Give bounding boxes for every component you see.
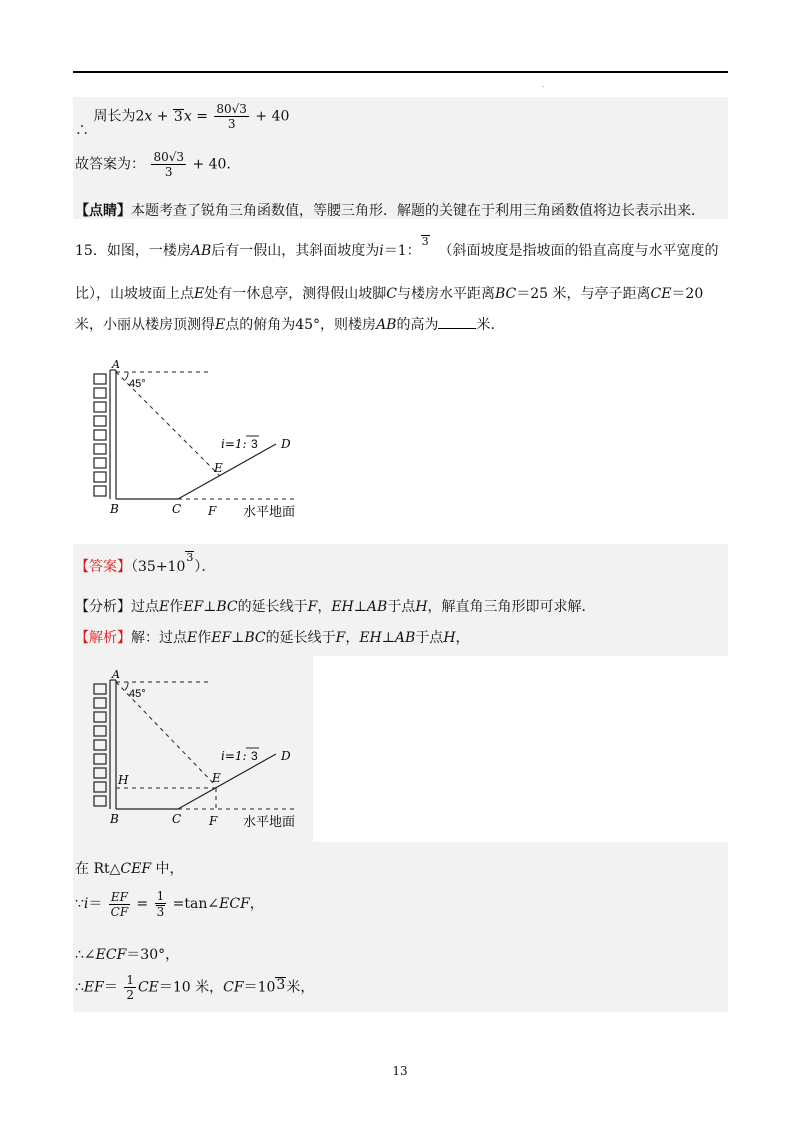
analysis-line: 【分析】过点E作EF⊥BC的延长线于F，EH⊥AB于点H，解直角三角形即可求解． [75, 599, 596, 615]
label-b: B [110, 812, 119, 826]
figure-building-slope-annotated [88, 668, 318, 833]
problem-line-2: 比），山坡坡面上点E处有一休息亭，测得假山坡脚C与楼房水平距离BC＝25 米，与亭子距离CE＝20 [75, 286, 704, 302]
fraction: $\frac{80√3}{3}$ [216, 102, 247, 131]
sqrt: 3 [276, 976, 286, 993]
sqrt: 3 [186, 551, 194, 564]
step-4: ∴EF＝ $\frac{1}{2}$ CE＝10 米，CF＝103米， [75, 973, 315, 1002]
problem-line-1: 15．如图，一楼房AB后有一假山，其斜面坡度为i＝1：3 （斜面坡度是指坡面的铅直高度与水平宽度的 [75, 235, 719, 259]
step-1: 在 Rt△CEF 中， [75, 861, 184, 877]
label-c: C [172, 812, 182, 826]
label-e: E [212, 771, 221, 785]
fraction: $\frac{1}{3}$ [156, 889, 165, 919]
answer-line: 故答案为： $\frac{80√3}{3}$ + 40． [75, 150, 241, 179]
header-mark: . [542, 80, 545, 89]
figure-building-slope [88, 358, 318, 523]
fraction: $\frac{80√3}{3}$ [153, 150, 185, 179]
label-f: F [208, 504, 217, 518]
slope-rad: 3 [251, 437, 258, 451]
label-b: B [110, 502, 119, 516]
sqrt: 3 [421, 235, 429, 248]
comment-line: 【点睛】本题考查了锐角三角函数值，等腰三角形．解题的关键在于利用三角函数值将边长表示出来． [75, 203, 705, 219]
answer-line-15: 【答案】（35+103）． [75, 551, 216, 575]
label-h: H [118, 773, 129, 787]
header-rule [73, 71, 728, 73]
problem-line-3: 米，小丽从楼房顶测得E点的俯角为45°，则楼房AB的高为 米． [75, 317, 505, 333]
label-d: D [281, 437, 291, 451]
angle-label: 45° [129, 688, 146, 700]
label-d: D [281, 749, 291, 763]
ground-label: 水平地面 [243, 814, 296, 829]
label-e: E [214, 461, 223, 475]
label-c: C [172, 502, 182, 516]
therefore-symbol: ∴ [75, 122, 89, 139]
sqrt: 3 [173, 108, 183, 125]
label-a: A [112, 358, 120, 371]
fraction: $\frac{EF}{CF}$ [110, 889, 129, 919]
ground-label: 水平地面 [243, 504, 296, 519]
label-f: F [209, 814, 218, 828]
solution-line: 【解析】解：过点E作EF⊥BC的延长线于F，EH⊥AB于点H， [75, 630, 470, 646]
slope-rad: 3 [251, 749, 258, 763]
comment-tag: 【点睛】 [75, 203, 131, 219]
angle-label: 45° [129, 378, 146, 390]
slope-label: i=1: [221, 437, 247, 451]
step-2: ∵i＝ $\frac{EF}{CF}$ = $\frac{1}{3}$ =tan∠ECF， [75, 889, 264, 919]
fraction: $\frac{1}{2}$ [126, 973, 134, 1002]
step-3: ∴∠ECF＝30°， [75, 947, 180, 963]
answer-blank [438, 316, 476, 329]
label-a: A [112, 668, 120, 681]
slope-label: i=1: [221, 749, 247, 763]
page-number: 13 [392, 1064, 408, 1078]
perimeter-line: ∴ 周长为2x + 3x = $\frac{80√3}{3}$ + 40 [75, 102, 290, 139]
